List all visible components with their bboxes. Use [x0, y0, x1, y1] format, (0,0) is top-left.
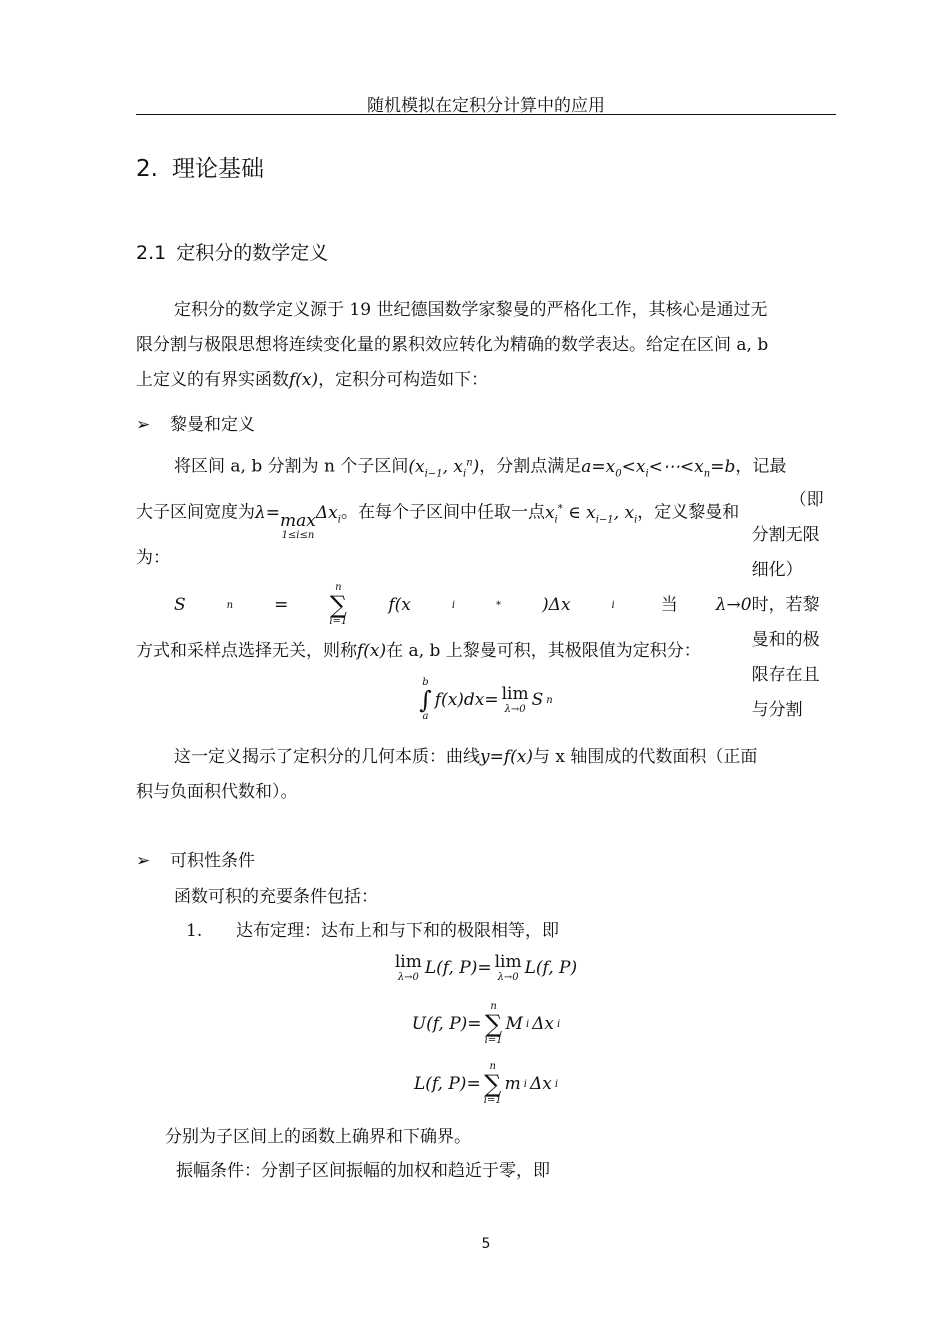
- section-title: 理论基础: [171, 156, 264, 182]
- darboux-limit-formula: lim λ→0 L(f, P)= lim λ→0 L(f, P): [394, 952, 578, 983]
- running-header: 随机模拟在定积分计算中的应用: [367, 96, 605, 116]
- arrow-bullet-icon: ➢: [136, 851, 151, 871]
- lambda-limit: λ→0: [715, 594, 752, 615]
- geometry-line-2: 积与负面积代数和）。: [136, 782, 298, 802]
- intro-line-1: 定积分的数学定义源于 19 世纪德国数学家黎曼的严格化工作，其核心是通过无: [174, 300, 768, 320]
- partition-formula: $a=x_0<x_i<\cdots<x_n=b$: [581, 456, 736, 480]
- riemann-line-2: 大子区间宽度为λ= max 1≤i≤n $\Delta x_i$。在每个子区间中任取一点$x_i^*$ ∈ $x_{i-1}$, $x_i$，定义黎曼和: [136, 502, 740, 542]
- curve-formula: y=f(x): [480, 747, 533, 767]
- upper-sum-formula: U(f, P)= n ∑ i=1 M i Δx i: [411, 1001, 561, 1046]
- subsection-heading: [136, 238, 328, 265]
- section-number: 2.: [136, 156, 158, 182]
- condition-item-1: [186, 914, 836, 949]
- subinterval-formula: ($x_{i-1}$, $x_i^n$): [408, 456, 480, 480]
- riemann-line-1: 将区间 a, b 分割为 n 个子区间($x_{i-1}$, $x_i^n$)，分割点满足$a=x_0<x_i<\cdots<x_n=b$，记最: [174, 456, 787, 480]
- conditions-intro: 函数可积的充要条件包括：: [174, 887, 378, 907]
- header-rule: [136, 114, 836, 115]
- intro-paragraph: [136, 293, 836, 398]
- section-heading: [136, 150, 264, 183]
- intro-line-2: 限分割与极限思想将连续变化量的累积效应转化为精确的数学表达。给定在区间 a, b: [136, 335, 769, 355]
- bullet-riemann: [136, 410, 255, 435]
- integral-formula: b ∫ a f(x)dx= lim λ→0 S n: [419, 677, 553, 722]
- geometry-paragraph: [136, 740, 836, 810]
- sample-point-formula: $x_i^*$ ∈ $x_{i-1}$, $x_i$: [544, 502, 638, 526]
- page-number: 5: [481, 1236, 491, 1252]
- function-fx-2: f(x): [357, 641, 387, 662]
- item-number: 1.: [186, 921, 203, 941]
- bounds-note: 分别为子区间上的函数上确界和下确界。: [165, 1127, 471, 1147]
- riemann-line-3: 为：: [136, 548, 170, 569]
- subsection-number: 2.1: [136, 242, 167, 264]
- riemann-sum-formula: S n = n ∑ i=1 f(x i * )Δx i: [174, 582, 615, 628]
- bullet-integrability: [136, 846, 255, 871]
- riemann-line-4: S n = n ∑ i=1 f(x i * )Δx i 当 λ→0 （即分割无限细化）时，若黎曼和的极限存在且与分割: [136, 576, 836, 634]
- subsection-title: 定积分的数学定义: [176, 242, 329, 264]
- riemann-line-5: 方式和采样点选择无关，则称f(x)在 a, b 上黎曼可积，其极限值为定积分：: [136, 641, 701, 662]
- amplitude-text: ：分割子区间振幅的加权和趋近于零，即: [244, 1161, 550, 1181]
- intro-line-3: 上定义的有界实函数f(x)，定积分可构造如下：: [136, 370, 489, 390]
- amplitude-condition: [176, 1154, 836, 1189]
- item-text: 达布定理：达布上和与下和的极限相等，即: [236, 921, 559, 941]
- lambda-formula: λ= max 1≤i≤n $\Delta x_i$: [255, 502, 341, 542]
- bullet-riemann-label: 黎曼和定义: [170, 415, 255, 435]
- bullet-integrability-label: 可积性条件: [170, 851, 255, 871]
- lower-sum-formula: L(f, P)= n ∑ i=1 m i Δx i: [413, 1061, 559, 1106]
- amplitude-label: 振幅条件: [176, 1161, 244, 1181]
- arrow-bullet-icon: ➢: [136, 415, 151, 435]
- function-fx: f(x): [289, 370, 319, 390]
- geometry-line-1: 这一定义揭示了定积分的几何本质：曲线y=f(x)与 x 轴围成的代数面积（正面: [174, 747, 758, 767]
